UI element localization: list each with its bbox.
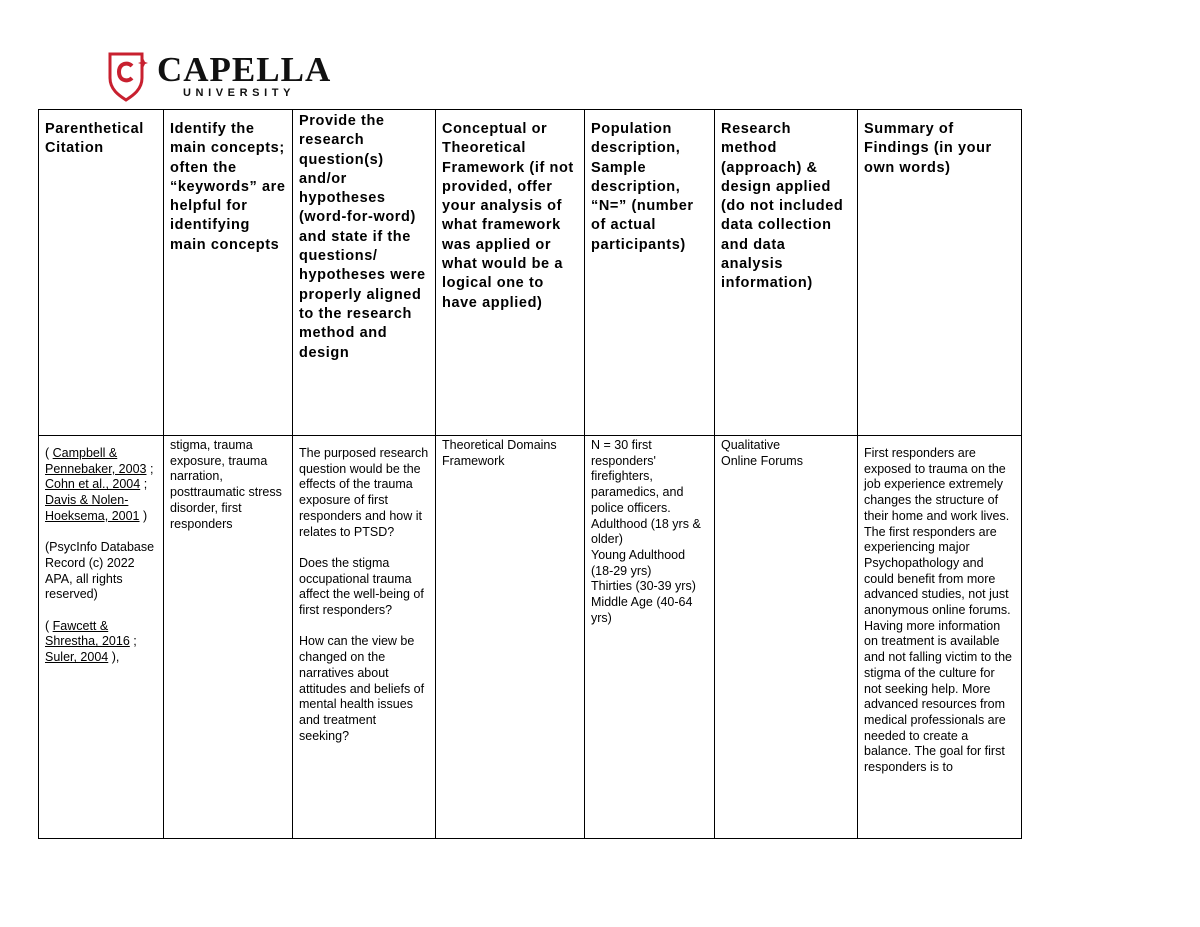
research-question-3: How can the view be changed on the narratives about attitudes and beliefs of mental health issues and treatment seeking? (299, 634, 425, 743)
questions-cell (293, 436, 436, 839)
population-line-1: N = 30 first responders' firefighters, paramedics, and police officers. (591, 438, 684, 515)
capella-shield-icon (108, 52, 148, 102)
citation-link-campbell[interactable]: Campbell & Pennebaker, 2003 (45, 446, 147, 476)
research-question-2: Does the stigma occupational trauma affect the well-being of first responders? (299, 555, 424, 618)
citation-group-1: ( Campbell & Pennebaker, 2003 ; Cohn et al., 2004 ; Davis & Nolen-Hoeksema, 2001 ) (45, 446, 154, 523)
citation-link-davis[interactable]: Davis & Nolen-Hoeksema, 2001 (45, 493, 140, 523)
database-record-note: (PsycInfo Database Record (c) 2022 APA, all rights reserved) (45, 540, 155, 602)
capella-logo (108, 52, 338, 104)
research-question-1: The purposed research question would be the effects of the trauma exposure of first responders and how it relates to PTSD? (299, 446, 429, 539)
citation-cell (39, 436, 164, 839)
citation-link-fawcett[interactable]: Fawcett & Shrestha, 2016 (45, 618, 130, 649)
method-line-2: Online Forums (721, 453, 803, 468)
citation-link-suler[interactable]: Suler, 2004 (45, 650, 109, 665)
framework-cell: Theoretical Domains Framework (436, 436, 585, 839)
population-line-3: Young Adulthood (18-29 yrs) (591, 547, 686, 578)
citation-group-2: ( Fawcett & Shrestha, 2016 ; Suler, 2004 ), (45, 618, 137, 665)
header-main-concepts: Identify the main concepts; often the “keywords” are helpful for identifying main concepts (164, 110, 293, 436)
citation-link-cohn[interactable]: Cohn et al., 2004 (45, 477, 141, 492)
logo-wordmark: CAPELLA (157, 50, 332, 89)
population-line-5: Middle Age (40-64 yrs) (591, 595, 693, 625)
header-research-questions: Provide the research question(s) and/or hypotheses (word-for-word) and state if the questions/ hypotheses were properly aligned to the research method and design (293, 110, 436, 436)
population-line-4: Thirties (30-39 yrs) (591, 579, 696, 594)
logo-subtitle: UNIVERSITY (183, 87, 296, 99)
research-matrix-table (38, 109, 1022, 839)
header-research-method: Research method (approach) & design applied (do not included data collection and data analysis information) (715, 110, 858, 436)
population-line-2: Adulthood (18 yrs & older) (591, 516, 701, 547)
header-summary: Summary of Findings (in your own words) (858, 110, 1022, 436)
table-header-row (39, 110, 1022, 436)
population-cell (585, 436, 715, 839)
concepts-cell: stigma, trauma exposure, trauma narration, posttraumatic stress disorder, first responders (164, 436, 293, 839)
header-population: Population description, Sample description, “N=” (number of actual participants) (585, 110, 715, 436)
table-row (39, 436, 1022, 839)
summary-cell: First responders are exposed to trauma on the job experience extremely changes the structure of their home and work lives. The first responders are experiencing major Psychopathology and could benefit from more advanced studies, not just anonymous online forums. Having more information on treatment is available and not falling victim to the stigma of the culture for not seeking help. More advanced resources from medical professionals are needed to create a balance. The goal for first responders is to (858, 436, 1022, 839)
header-citation: Parenthetical Citation (39, 110, 164, 436)
header-framework: Conceptual or Theoretical Framework (if not provided, offer your analysis of what framework was applied or what would be a logical one to have applied) (436, 110, 585, 436)
method-line-1: Qualitative (721, 438, 781, 452)
method-cell (715, 436, 858, 839)
